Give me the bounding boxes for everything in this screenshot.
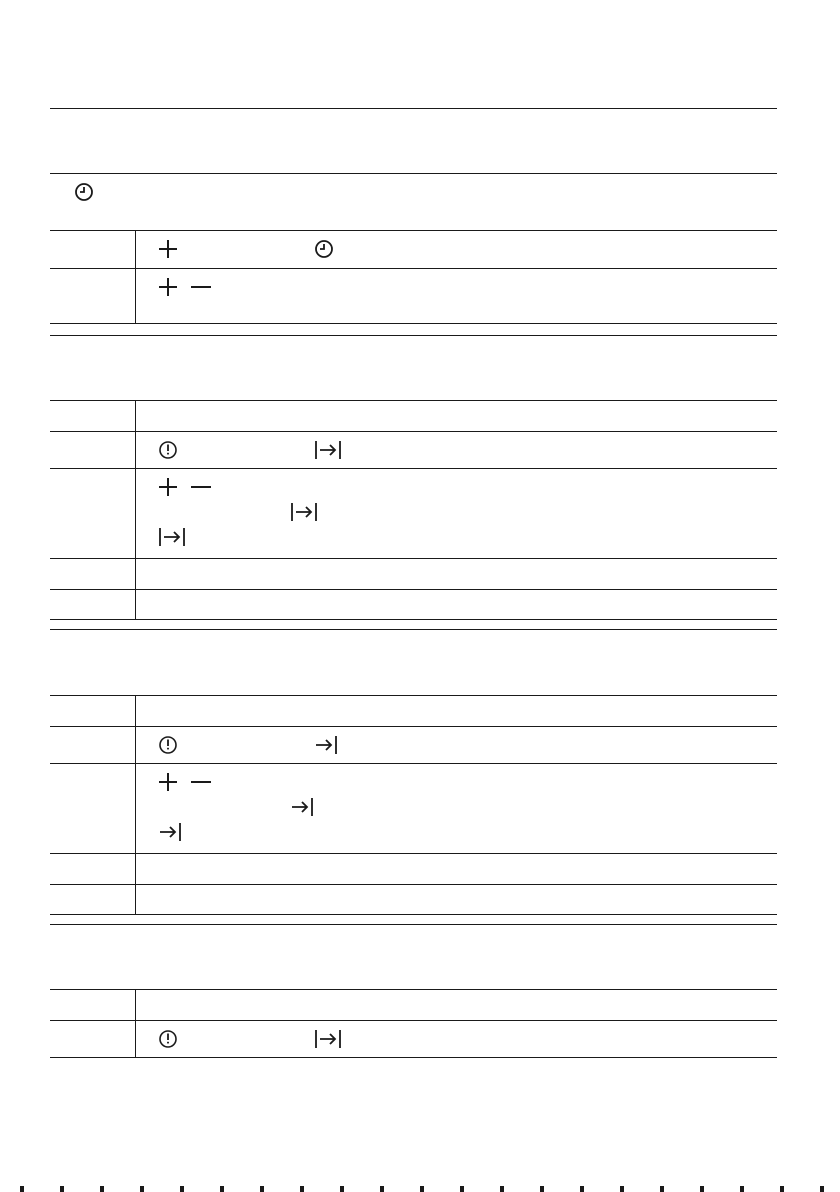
table-column-divider <box>135 989 136 1057</box>
page-edge-strip <box>0 1186 840 1192</box>
section-divider <box>50 924 777 925</box>
section-header-rule <box>50 989 777 990</box>
table-row-divider <box>50 1020 777 1021</box>
table-row-divider <box>50 914 777 915</box>
table-row-divider <box>50 589 777 590</box>
table-row-divider <box>50 468 777 469</box>
table-column-divider <box>135 695 136 914</box>
arrow-to-end-icon <box>158 822 182 842</box>
table-row-divider <box>50 431 777 432</box>
bar-arrow-bar-icon <box>314 440 342 460</box>
timer-icon <box>158 440 178 460</box>
minus-icon <box>190 277 212 297</box>
timer-icon <box>158 735 178 755</box>
clock-icon <box>314 239 334 259</box>
minus-icon <box>190 772 212 792</box>
table-row-divider <box>50 726 777 727</box>
arrow-to-end-icon <box>290 797 314 817</box>
minus-icon <box>190 477 212 497</box>
plus-icon <box>158 477 178 497</box>
table-row-divider <box>50 1057 777 1058</box>
bar-arrow-bar-icon <box>158 527 186 547</box>
plus-icon <box>158 239 178 259</box>
clock-icon <box>74 182 94 202</box>
table-row-divider <box>50 884 777 885</box>
section-divider <box>50 108 777 109</box>
table-row-divider <box>50 619 777 620</box>
section-header-rule <box>50 173 777 174</box>
plus-icon <box>158 277 178 297</box>
table-row-divider <box>50 230 777 231</box>
plus-icon <box>158 772 178 792</box>
bar-arrow-bar-icon <box>314 1029 342 1049</box>
table-column-divider <box>135 400 136 619</box>
table-row-divider <box>50 558 777 559</box>
table-row-divider <box>50 323 777 324</box>
section-divider <box>50 629 777 630</box>
section-divider <box>50 335 777 336</box>
section-header-rule <box>50 400 777 401</box>
arrow-to-end-icon <box>314 735 338 755</box>
table-column-divider <box>135 230 136 323</box>
timer-icon <box>158 1029 178 1049</box>
bar-arrow-bar-icon <box>290 502 318 522</box>
section-header-rule <box>50 695 777 696</box>
table-row-divider <box>50 853 777 854</box>
table-row-divider <box>50 763 777 764</box>
table-row-divider <box>50 268 777 269</box>
